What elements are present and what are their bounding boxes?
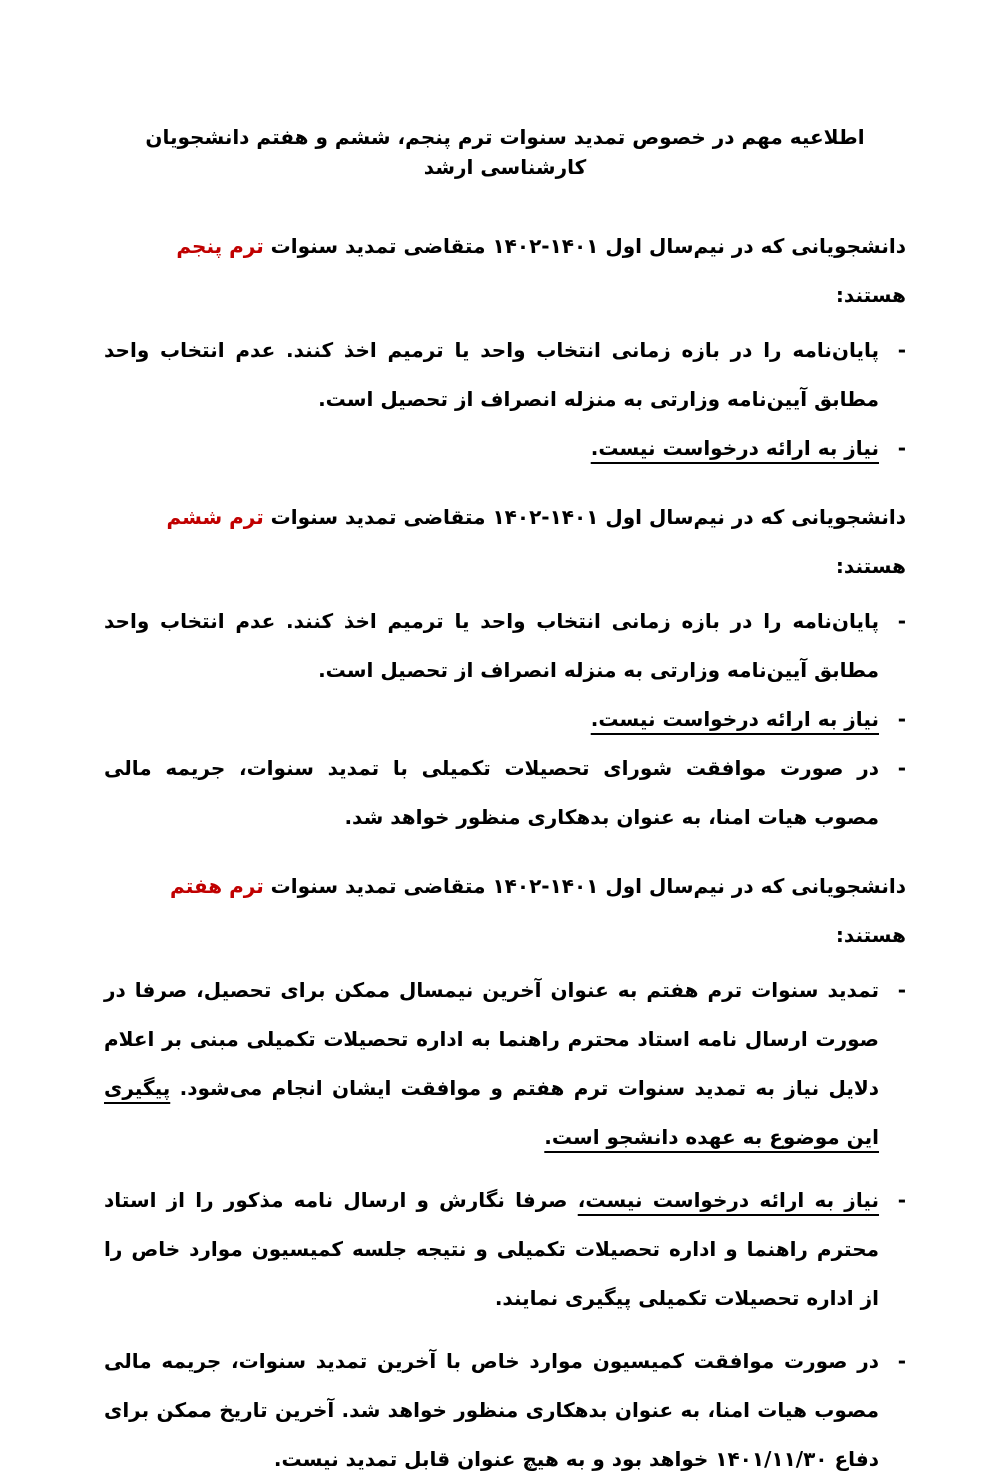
bullet-text-run: در صورت موافقت کمیسیون موارد خاص با آخرین تمدید سنوات، جریمه مالی مصوب هیات امنا، به عنوان بدهکاری منظور خواهد شد. آخرین تاریخ ممکن برای دفاع ۱۴۰۱/۱۱/۳۰ خواهد بود و به هیچ عنوان قابل تمدید نیست. bbox=[104, 1349, 879, 1471]
bullet-dash: - bbox=[897, 1349, 906, 1373]
bullet-text bbox=[104, 744, 879, 842]
bullet-text-run: پایان‌نامه را در بازه زمانی انتخاب واحد یا ترمیم اخذ کنند. عدم انتخاب واحد مطابق آیین‌نامه وزارتی به منزله انصراف از تحصیل است. bbox=[104, 609, 879, 682]
underlined-note: نیاز به ارائه درخواست نیست. bbox=[590, 707, 879, 731]
term-highlight: ترم هفتم bbox=[170, 874, 264, 898]
bullet-dash: - bbox=[897, 978, 906, 1002]
section-term-7 bbox=[104, 862, 906, 1484]
bullet-text-run: پایان‌نامه را در بازه زمانی انتخاب واحد یا ترمیم اخذ کنند. عدم انتخاب واحد مطابق آیین‌نامه وزارتی به منزله انصراف از تحصیل است. bbox=[104, 338, 879, 411]
section-header bbox=[104, 862, 906, 960]
bullet-item bbox=[104, 326, 906, 424]
bullet-text bbox=[104, 326, 879, 424]
bullet-text bbox=[104, 966, 879, 1162]
bullet-item bbox=[104, 744, 906, 842]
section-header-prefix: دانشجویانی که در نیم‌سال اول ۱۴۰۱-۱۴۰۲ متقاضی تمدید سنوات bbox=[263, 874, 906, 898]
bullet-text bbox=[104, 597, 879, 695]
bullet-item bbox=[104, 424, 906, 473]
bullet-item bbox=[104, 1337, 906, 1484]
bullet-dash: - bbox=[897, 609, 906, 633]
bullet-dash: - bbox=[897, 338, 906, 362]
section-header-prefix: دانشجویانی که در نیم‌سال اول ۱۴۰۱-۱۴۰۲ متقاضی تمدید سنوات bbox=[263, 505, 906, 529]
bullet-item bbox=[104, 695, 906, 744]
bullet-text bbox=[104, 695, 879, 744]
bullet-text-run: در صورت موافقت شورای تحصیلات تکمیلی با تمدید سنوات، جریمه مالی مصوب هیات امنا، به عنوان بدهکاری منظور خواهد شد. bbox=[104, 756, 879, 829]
section-term-6 bbox=[104, 493, 906, 842]
bullet-text-run: تمدید سنوات ترم هفتم به عنوان آخرین نیمسال ممکن برای تحصیل، صرفا در صورت ارسال نامه استاد محترم راهنما به اداره تحصیلات تکمیلی مبنی بر اعلام دلایل نیاز به تمدید سنوات ترم هفتم و موافقت ایشان انجام می‌شود. bbox=[104, 978, 879, 1100]
section-header-suffix: هستند: bbox=[835, 923, 906, 947]
term-highlight: ترم ششم bbox=[166, 505, 264, 529]
bullet-text bbox=[104, 424, 879, 473]
section-header-suffix: هستند: bbox=[835, 554, 906, 578]
bullet-item bbox=[104, 597, 906, 695]
bullet-item bbox=[104, 966, 906, 1162]
underlined-note: نیاز به ارائه درخواست نیست. bbox=[590, 436, 879, 460]
bullet-dash: - bbox=[897, 756, 906, 780]
bullet-dash: - bbox=[897, 436, 906, 460]
bullet-dash: - bbox=[897, 707, 906, 731]
section-term-5 bbox=[104, 222, 906, 473]
section-header-suffix: هستند: bbox=[835, 283, 906, 307]
bullet-text bbox=[104, 1176, 879, 1323]
underlined-note: نیاز به ارائه درخواست نیست، bbox=[577, 1188, 880, 1212]
bullet-text-run: صرفا نگارش و ارسال نامه مذکور را از استاد محترم راهنما و اداره تحصیلات تکمیلی و نتیجه جلسه کمیسیون موارد خاص را از اداره تحصیلات تکمیلی پیگیری نمایند. bbox=[104, 1188, 879, 1310]
bullet-list bbox=[104, 326, 906, 473]
bullet-dash: - bbox=[897, 1188, 906, 1212]
section-header bbox=[104, 222, 906, 320]
bullet-list bbox=[104, 597, 906, 842]
section-header bbox=[104, 493, 906, 591]
bullet-text bbox=[104, 1337, 879, 1484]
bullet-list bbox=[104, 966, 906, 1484]
section-header-prefix: دانشجویانی که در نیم‌سال اول ۱۴۰۱-۱۴۰۲ متقاضی تمدید سنوات bbox=[263, 234, 906, 258]
announcement-title: اطلاعیه مهم در خصوص تمدید سنوات ترم پنجم، ششم و هفتم دانشجویان کارشناسی ارشد bbox=[145, 125, 865, 179]
term-highlight: ترم پنجم bbox=[176, 234, 264, 258]
underlined-note: پیگیری این موضوع به عهده دانشجو است. bbox=[104, 1076, 879, 1149]
bullet-item bbox=[104, 1176, 906, 1323]
